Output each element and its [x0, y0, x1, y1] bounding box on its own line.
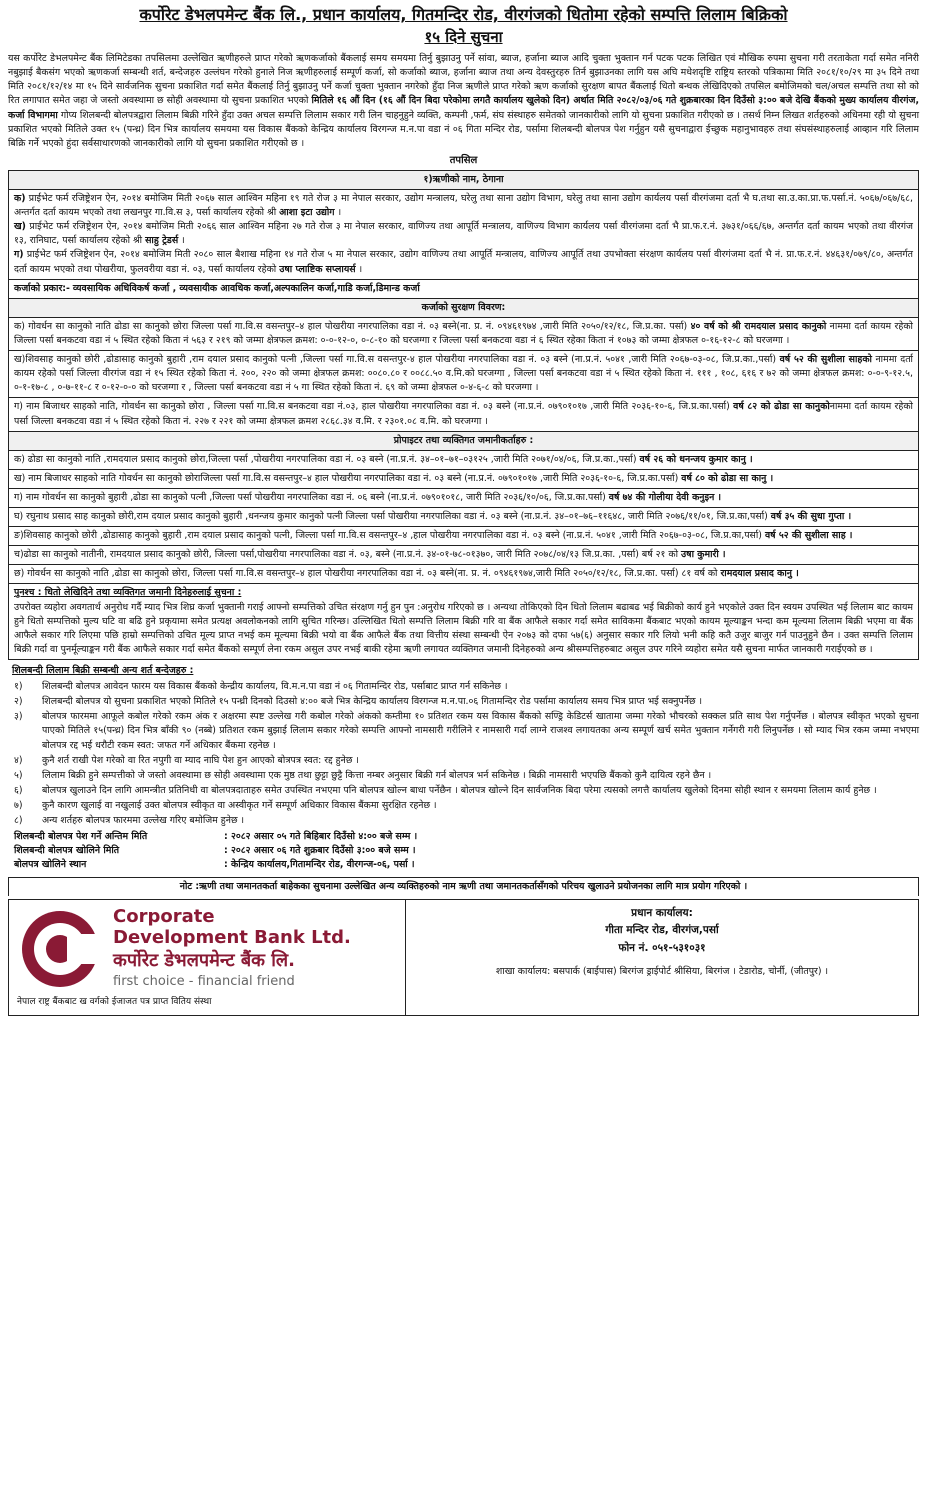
- guarantors-heading: प्रोपाइटर तथा व्यक्तिगत जमानीकर्ताहरु :: [9, 431, 919, 450]
- condition-item: ५) लिलाम बिक्री हुने सम्पत्तीको जे जस्तो अवस्थामा छ सोही अवस्थामा एक मुष्ठ तथा छुट्टा छुट्टै कित्ता नम्बर अनुसार बिक्री गर्न बोलपत्र भर्न सकिनेछ । बिक्री नामसारी भएपछि बैंकको कुनै दायित्व रहने छैन ।: [14, 769, 712, 781]
- borrowers-heading: १)ऋणीको नाम, ठेगाना: [9, 170, 919, 189]
- intro-text-1: यस कर्पोरेट डेभलपमेन्ट बैंक लिमिटेडका तपसिलमा उल्लेखित ऋणीहरुले प्राप्त गरेको ऋणकर्जाको बैंकलाई समय समयमा तिर्नु बुझाउनु पर्ने सांवा, ब्याज, हर्जाना ब्याज आदि चुक्ता भुक्तान गर्न पटक पटक लिखित एवं मौखिक रुपमा सुचना गरी तरताकेता गर्दा समेत ननिरी नबुझाई बैकसंग भएको ऋणकर्जा सम्बन्धी शर्त, बन्देजहरु उल्लंघन गरेको हुनाले निज ऋणीहरुलाई सम्पूर्ण कर्जा, सो कर्जाको ब्याज, हर्जाना ब्याज तथा अन्य देवस्तुरहरु तिर्न बुझाउनका लागि यस अघि मधेशदृष्टि राष्ट्रिय स्तरको पत्रिकामा मिति २०८१/१०/२९ मा ३५ दिने तथा मिति २०८१/१२/१४ मा १५ दिने सार्वजनिक सुचना प्रकाशित गर्दा समेत बैंकलाई तिर्नु बुझाउनु पर्ने कर्जा चुक्ता भुक्तान नगरेको हुँदा निज ऋणीले प्राप्त गरेको ऋण कर्जाको सुरक्षण बापत बैंकलाई धितो बन्धक लेखिदिएको तपसिल बमोजिमको चल/अचल सम्पत्ति तथा सो को रित लगापात समेत जहा जे जस्तो अवस्थामा छ सोही अवस्थामा यो सुचना प्रकाशित भएको: [8, 53, 919, 107]
- condition-item: १) शिलबन्दी बोलपत्र आवेदन फारम यस विकास बैंकको केन्द्रीय कार्यालय, वि.म.न.पा वडा नं ०६ गितामन्दिर रोड, पर्साबाट प्राप्त गर्न सकिनेछ ।: [14, 681, 508, 693]
- condition-item: ७) कुनै कारण खुलाई वा नखुलाई उक्त बोलपत्र स्वीकृत वा अस्वीकृत गर्ने सम्पूर्ण अधिकार विकास बैंकमा सुरक्षित रहनेछ ।: [14, 800, 437, 812]
- open-place-label: बोलपत्र खोलिने स्थान: [14, 859, 87, 871]
- condition-item: ३) बोलपत्र फारममा आफूले कबोल गरेको रकम अंक र अक्षरमा स्पष्ट उल्लेख गरी कबोल गरेको अंकको कम्तीमा १० प्रतिशत रकम यस विकास बैंकको सण्ड्रि केडिटर्स खातामा जम्मा गरेको भौचरको सक्कल प्रति साथ पेश गर्नुपर्नेछ । बोलपत्र स्वीकृत भएको सुचना पाएको मितिले १५(पन्ध्र) दिन भित्र बाँकी ९० (नब्बे) प्रतिशत रकम बुझाई लिलाम सकार गरेको सम्पत्ति आफ्नो नामसारी गरीलिने र नामसारी गर्दा लाग्ने राजश्व लगायतका अन्य सम्पूर्ण खर्च समेत भुक्तान गर्नेगरी गरी लिनुपर्नेछ । सो म्याद भित्र रकम जम्मा नभएमा बोलपत्र रद्द भई धरौटी रकम स्वत: जफत गर्ने अधिकार बैंकमा रहनेछ ।: [14, 711, 919, 751]
- footer: [8, 899, 919, 1017]
- intro-bold: मितिले १६ औं दिन (१६ औं दिन बिदा परेकोमा लगतै कार्यालय खुलेको दिन) अर्थात मिति २०८२/०३/०६ गते शुक्रबारका दिन दिउँसो ३:०० बजे देखि बैंकको मुख्य कार्यालय वीरगंज, कर्जा विभागमा: [8, 95, 920, 121]
- borrower-item: क) प्राईभेट फर्म रजिष्ट्रेशन ऐन, २०१४ बमोजिम मिती २०६७ साल आश्विन महिना १९ गते रोज ३ मा नेपाल सरकार, उद्योग मन्त्रालय, घरेलु तथा साना उद्योग विभाग, घरेलु तथा साना उद्योग कार्यलय पर्सा वीरगंजमा दर्ता भै घ.तथा सा.उ.का.प्रा.फ.पर्सा.नं. ५०६७/०६७/६८, अन्तर्गत दर्ता कायम भएको तथा लखनपुर गा.वि.स ३, पर्सा कार्यालय रहेको श्री आशा इटा उद्योग ।: [14, 192, 914, 219]
- collateral-item: ख)शिवसाह कानुको छोरी ,ढोडासाह कानुको बुहारी ,राम दयाल प्रसाद कानुको पत्नी ,जिल्ला पर्सा गा.वि.स वसन्तपुर-४ हाल पोखरीया नगरपालिका वडा नं. ०३ बस्ने (ना.प्र.नं. ५०४१ ,जारी मिति २०६७-०३-०८, जि.प्र.का.,पर्सा) वर्ष ५२ की सुशीला साहको नाममा दर्ता कायम रहेको पर्सा जिल्ला वीरगंज वडा नं १५ स्थित रहेको किता नं. २००, २२० को जम्मा क्षेत्रफल क्रमश: ००८०.८० र ००८८.५० व.मि.को घरजग्गा , जिल्ला पर्सा बनकटवा वडा नं ५ स्थित रहेको किता नं. १११ , १०८, ६१६ र ७२ को जम्मा क्षेत्रफल क्रमश: ०-०-९-१२.५, ०-१-१७-८ , ०-७-११-८ र ०-१२-०-० को घरजग्गा र , जिल्ला पर्सा बनकटवा वडा नं ५ गा स्थित रहेको किता नं. ६९ को जम्मा क्षेत्रफल ०-४-६-८ को घरजग्गा ।: [9, 351, 919, 398]
- guarantor-item: क) ढोडा सा कानुको नाति ,रामदयाल प्रसाद कानुको छोरा,जिल्ला पर्सा ,पोखरीया नगरपालिका वडा नं. ०३ बस्ने (ना.प्र.नं. ३४–०१–७१–०३१२५ ,जारी मिति २०७१/०४/०६, जि.प्र.का.,पर्सा) वर्ष २६ को धनन्जय कुमार कानु ।: [9, 450, 919, 469]
- last-day-label: शिलबन्दी बोलपत्र पेश गर्ने अन्तिम मिति: [14, 831, 148, 843]
- head-office-title: प्रधान कार्यालय:: [631, 906, 693, 919]
- last-day-value: : २०८२ असार ०५ गते बिहिबार दिउँसो ४:०० बजे सम्म ।: [224, 831, 418, 843]
- head-office-phone: फोन नं. ०५१-५३१०३१: [618, 942, 706, 955]
- details-table: [8, 170, 919, 660]
- punascha-box: [9, 584, 919, 660]
- open-date-label: शिलबन्दी बोलपत्र खोलिने मिति: [14, 845, 120, 857]
- guarantor-item: ङ)शिवसाह कानुको छोरी ,ढोडासाह कानुको बुहारी ,राम दयाल प्रसाद कानुको पत्नी, जिल्ला पर्सा गा.वि.स वसन्तपुर–४ ,हाल पोखरीया नगरपालिका वडा नं. ०३ बस्ने (ना.प्र.नं. ५०४१ ,जारी मिति २०६७-०३-०८, जि.प्र.का,पर्सा) वर्ष ५२ की सुशीला साह ।: [9, 527, 919, 546]
- head-office: [406, 900, 918, 1016]
- punascha-heading: पुनश्च : धितो लेखिदिने तथा व्यक्तिगत जमानी दिनेहरुलाई सुचना :: [14, 587, 242, 599]
- guarantor-item: घ) रघुनाथ प्रसाद साह कानुको छोरी,राम दयाल प्रसाद कानुको बुहारी ,धनन्जय कुमार कानुको पत्नी जिल्ला पर्सा पोखरीया नगरपालिका वडा नं. ०३ बस्ने (ना.प्र.नं. ३४–०१–७६–११६४८, जारी मिति २०७६/११/०१, जि.प्र.का,पर्सा) वर्ष ३५ की सुधा गुप्ता ।: [9, 508, 919, 527]
- notice-subtitle: १५ दिने सुचना: [424, 27, 503, 46]
- notice-title: कर्पोरेट डेभलपमेन्ट बैंक लि., प्रधान कार्यालय, गितमन्दिर रोड, वीरगंजको धितोमा रहेको सम्पत्ति लिलाम बिक्रिको: [139, 5, 788, 24]
- condition-item: ६) बोलपत्र खुलाउने दिन लागि आमन्त्रीत प्रतिनिधी वा बोलपत्रदाताहरु समेत उपस्थित नभएमा पनि बोलपत्र खोल्न बाधा पर्नेछैन । बोलपत्र खोल्ने दिन सार्वजनिक बिदा परेमा त्यसको लगत्तै कार्यालय खुलेको दिनमा सोही स्थान र समयमा लिलाम कार्य हुनेछ ।: [14, 784, 877, 796]
- bank-name: Corporate Development Bank Ltd. कर्पोरेट डेभलपमेन्ट बैंक लि. first choice - financial friend: [113, 905, 351, 990]
- condition-item: ४) कुनै शर्त राखी पेश गरेको वा रित नपुगी वा म्याद नाघि पेश हुन आएको बोत्रपत्र स्वत: रद्द हुनेछ ।: [14, 754, 359, 766]
- footnote: नोट :ऋणी तथा जमानतकर्ता बाहेकका सुचनामा उल्लेखित अन्य व्यक्तिहरुको नाम ऋणी तथा जमानतकर्तासँगको परिचय खुलाउने प्रयोजनका लागि मात्र प्रयोग गरिएको ।: [8, 877, 919, 896]
- conditions-list: [8, 680, 919, 828]
- collateral-item: क) गोवर्धन सा कानुको नाति ढोडा सा कानुको छोरा जिल्ला पर्सा गा.वि.स वसन्तपुर–४ हाल पोखरीया नगरपालिका वडा नं. ०३ बस्ने(ना. प्र. नं. ०९४६१९७४ ,जारी मिति २०५०/१२/१८, जि.प्र.का. पर्सा) ४० वर्ष को श्री रामदयाल प्रसाद कानुको नाममा दर्ता कायम रहेको जिल्ला पर्सा बनकटवा वडा नं ५ स्थित रहेको किता नं ५६३ र २१९ को जम्मा क्षेत्रफल क्रमश: ०-०-१२-०, ०-८-१० को घरजग्गा र जिल्ला पर्सा बनकटवा वडा नं ६ स्थित रहेका किता नं १०७३ को जम्मा क्षेत्रफल ०-१६-१२-८ को घरजग्गा ।: [9, 317, 919, 350]
- head-office-address: गीता मन्दिर रोड, वीरगंज,पर्सा: [605, 924, 719, 937]
- collateral-heading: कर्जाको सुरक्षण विवरण:: [9, 298, 919, 317]
- borrower-item: ख) प्राईभेट फर्म रजिष्ट्रेशन ऐन, २०१४ बमोजिम मिती २०६६ साल आश्विन महिना २७ गते रोज ३ मा नेपाल सरकार, वाणिज्य तथा आपूर्ति मन्त्रालय, वाणिज्य विभाग कार्यलय पर्सा वीरगंजमा दर्ता भै प्रा.फ.र.नं. ३७३१/०६६/६७, अन्तर्गत दर्ता कायम भएको तथा वीरगंज १३, रानिघाट, पर्सा कार्यालय रहेको श्री साहु ट्रेडर्स ।: [14, 221, 914, 247]
- condition-item: ८) अन्य शर्तहरु बोलपत्र फारममा उल्लेख गरिए बमोजिम हुनेछ ।: [14, 815, 245, 827]
- punascha-text: उपरोक्त व्यहोरा अवगतार्थ अनुरोध गर्दै म्याद भित्र शिघ्र कर्जा भुक्तानी गराई आफ्नो सम्पत्तिको उचित संरक्षण गर्नु हुन पुन :अनुरोध गरिएको छ । अन्यथा तोकिएको दिन धितो लिलाम बढाबढ भई बिक्रीको कार्य हुने भएकोले उक्त दिन स्वयम उपस्थित भई लिलाम बाट कायम हुने धितो सम्पत्तिको मुल्य घटि वा बढि हुने प्रकृयामा समेत प्रत्यक्ष अवलोकनको लागि सुचित गरिन्छ। उल्लिखित धितो सम्पत्ति लिलाम बिक्री गरि वा बैंक आफैले सकार गर्दा समेत साविकमा बैंकबाट भएको कायम मूल्याङ्कन भन्दा कम मूल्यमा लिलाम बिक्री भएमा वा बैंक आफैले सकार गरि लिएमा पछि हाम्रो सम्पत्तिको उचित मूल्य प्राप्त नभई कम मूल्यमा बिक्री भयो वा बैंक आफैले बैंक तथा वित्तीय संस्था सम्बन्धी ऐन २०७३ को दफा ५७(६) अनुसार सकार गरि लियो भनी कहि कतै उजुर बाजुर गर्न पाउनुहुने छैन । उक्त सम्पत्ति लिलाम बिक्री गर्दा वा पुनर्मूल्याङ्कन गरी बैंक आफैले सकार गर्दा समेत बैंकको सम्पूर्ण लेना रकम असुल उपर नभई बाकी रहेमा ऋणी लगायत व्यक्तिगत जमानी दिनेहरुको अन्य श्रीसम्पत्तिहरुबाट असुल उपर गरिने व्यहोरा समेत यसै सुचना मार्फत जानकारी गराईएको छ ।: [14, 601, 913, 655]
- tapsil-heading: तपसिल: [449, 154, 478, 166]
- notice-intro: [8, 52, 919, 151]
- condition-item: २) शिलबन्दी बोलपत्र यो सुचना प्रकाशित भएको मितिले १५ पन्ध्री दिनको दिउसो ४:०० बजे भित्र केन्द्रिय कार्यालय विरगन्ज म.न.पा.०६ गितामन्दिर रोड पर्सामा कार्यालय समय भित्र प्राप्त भई सक्नुपर्नेछ ।: [14, 696, 703, 708]
- loan-type-row: कर्जाको प्रकार:- व्यवसायिक अधिविकर्ष कर्जा , व्यवसायीक आवधिक कर्जा,अल्पकालिन कर्जा,गाडि कर्जा,डिमान्ड कर्जा: [9, 279, 919, 298]
- bank-branding: [9, 900, 406, 1016]
- open-place-value: : केन्द्रिय कार्यालय,गितामन्दिर रोड, वीरगन्ज-०६, पर्सा ।: [224, 859, 415, 871]
- open-date-value: : २०८२ असार ०६ गते शुक्रबार दिउँसो ३:०० बजे सम्म ।: [224, 845, 416, 857]
- guarantor-item: ख) नाम बिजाधर साहको नाति गोवर्धन सा कानुको छोराजिल्ला पर्सा गा.वि.स वसन्तपुर–४ हाल पोखरीया नगरपालिका वडा नं. ०३ बस्ने (ना.प्र.नं. ०७९०१०१७ ,जारी मिति २०३६-१०-६, जि.प्र.का.पर्सा) वर्ष ८० को ढोडा सा कानु ।: [9, 469, 919, 488]
- intro-text-2: गोप्य शिलबन्दी बोलपत्रद्वारा लिलाम बिक्री गरिने हुँदा उक्त अचल सम्पत्ति लिलाम सकार गरी लिन चाहनुहुने व्यक्ति, कम्पनी ,फर्म, संघ संस्थाहरु समेतको जानकारीको लागि यो सुचना प्रकाशित गरीएको छ । तसर्थ निम्न लिखत शर्तहरुको अधिनमा रही यो सुचना प्रकाशित भएको मितिले उक्त १५ (पन्ध्र) दिन भित्र कार्यालय समयमा यस विकास बैंकको केन्द्रिय कार्यालय विरगन्ज म.न.पा वडा नं ०६ गिता मन्दिर रोड, पर्सामा शिलबन्दी बोलपत्र पेश गर्नुहुन यसै सुचनाद्वारा ईच्छुक महानुभावहरु तथा संघसंस्थाहरुलाई आव्हान गरि लिलाम बिक्रि गर्ने भएको हुंदा सर्वसाधारणको जानकारीको लागि यो सुचना प्रकाशित गरीएको छ ।: [8, 109, 920, 149]
- borrower-item: ग) प्राईभेट फर्म रजिष्ट्रेशन ऐन, २०१४ बमोजिम मिती २०८० साल बैशाख महिना १४ गते रोज ५ मा नेपाल सरकार, उद्योग वाणिज्य तथा आपूर्ति मन्त्रालय, वाणिज्य आपूर्ति तथा उपभोक्ता संरक्षण कार्यलय पर्सा वीरगंजमा दर्ता भै नं. प्रा.फ.र.नं. ४४६३१/०७९/८०, अन्तर्गत दर्ता कायम भएको तथा पोखरीया, फुलवरीया वडा नं. ०३, पर्सा कार्यालय रहेको उषा प्लाष्टिक सप्लायर्स ।: [14, 249, 913, 275]
- borrowers-list: [9, 189, 919, 279]
- collateral-item: ग) नाम बिजाधर साहको नाति, गोवर्धन सा कानुको छोरा , जिल्ला पर्सा गा.वि.स बनकटवा वडा नं.०३, हाल पोखरीया नगरपालिका वडा नं. ०३ बस्ने (ना.प्र.नं. ०७९०१०१७ ,जारी मिति २०३६-१०-६, जि.प्र.का.पर्सा) वर्ष ८२ को ढोडा सा कानुकोनाममा दर्ता कायम रहेको पर्सा जिल्ला बनकटवा वडा नं ५ स्थित रहेको किता नं. २२७ र २२१ को जम्मा क्षेत्रफल क्रमश २८६८.३४ व.मि. र २३०१.०८ व.मि. को घरजग्गा ।: [9, 398, 919, 431]
- key-dates: [14, 830, 919, 872]
- license-text: नेपाल राष्ट्र बैंकबाट ख वर्गको ईजाजत पत्र प्राप्त वितिय संस्था: [17, 996, 212, 1007]
- guarantor-item: च)ढोडा सा कानुको नातीनी, रामदयाल प्रसाद कानुको छोरी, जिल्ला पर्सा,पोखरीया नगरपालिका वडा नं. ०३, बस्ने (ना.प्र.नं. ३४-०१-७८-०१३७०, जारी मिति २०७८/०४/१३ जि.प्र.का. ,पर्सा) बर्ष २१ को उषा कुमारी ।: [9, 546, 919, 565]
- guarantor-item: छ) गोवर्धन सा कानुको नाति ,ढोडा सा कानुको छोरा, जिल्ला पर्सा गा.वि.स वसन्तपुर–४ हाल पोखरीया नगरपालिका वडा नं. ०३ बस्ने(ना. प्र. नं. ०९४६१९७४,जारी मिति २०५०/१२/१८, जि.प्र.का. पर्सा) ८१ वर्ष को रामदयाल प्रसाद कानु ।: [9, 565, 919, 584]
- branch-offices: शाखा कार्यालय: बसपार्क (बाईपास) बिरगंज ड्राईपोर्ट श्रीसिया, बिरगंज । टेडारोड, चोर्नी, (जीतपुर) ।: [495, 965, 829, 977]
- bank-logo-icon: [17, 906, 103, 992]
- notice-page: [8, 4, 919, 1016]
- conditions-heading: शिलबन्दी लिलाम बिक्री सम्बन्धी अन्य शर्त बन्देजहरु :: [12, 665, 194, 677]
- guarantor-item: ग) नाम गोवर्धन सा कानुको बुहारी ,ढोडा सा कानुको पत्नी ,जिल्ला पर्सा पोखरीया नगरपालिका वडा नं. ०६ बस्ने (ना.प्र.नं. ०७९०१०१८, जारी मिति २०३६/१०/०६, जि.प्र.का.पर्सा) वर्ष ७४ की गोलीया देवी कनुइन ।: [9, 488, 919, 507]
